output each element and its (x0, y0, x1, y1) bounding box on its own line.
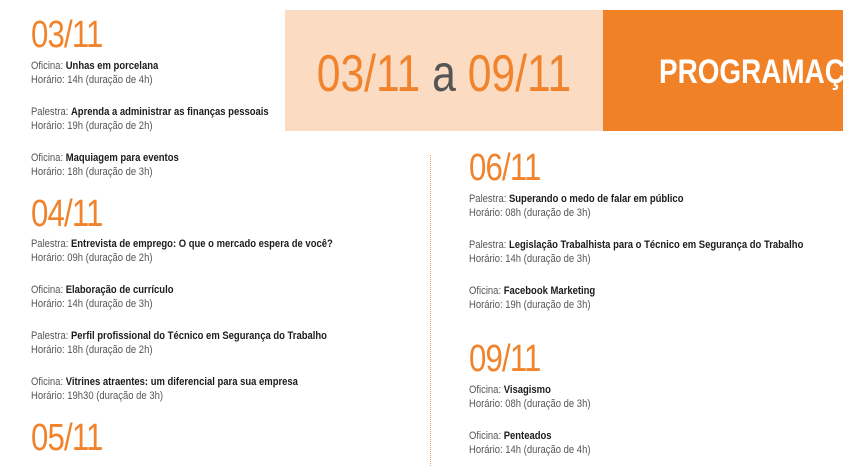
range-end: 09/11 (467, 45, 572, 103)
day-date: 06/11 (469, 147, 541, 189)
event-item: Oficina: Facebook Marketing Horário: 19h (duração de 3h) (469, 285, 596, 311)
day-date: 03/11 (31, 14, 103, 56)
range-separator: a (432, 45, 456, 103)
day-date: 05/11 (31, 417, 103, 459)
event-item: Palestra: Perfil profissional do Técnico em Segurança do Trabalho Horário: 18h (duração de 2h) (31, 330, 327, 356)
day-date: 09/11 (469, 338, 541, 380)
programacao-banner (603, 10, 865, 131)
column-divider (430, 155, 431, 466)
event-item: Oficina: Penteados Horário: 14h (duração de 4h) (469, 430, 591, 456)
event-item: Oficina: Vitrines atraentes: um diferencial para sua empresa Horário: 19h30 (duração de 3h) (31, 376, 298, 402)
event-item: Oficina: Unhas em porcelana Horário: 14h (duração de 4h) (31, 60, 159, 86)
programacao-title: PROGRAMAÇÃ (659, 53, 865, 91)
event-item: Palestra: Entrevista de emprego: O que o mercado espera de você? Horário: 09h (duração de 2h) (31, 238, 333, 264)
event-item: Oficina: Maquiagem para eventos Horário: 18h (duração de 3h) (31, 152, 179, 178)
range-start: 03/11 (316, 45, 421, 103)
event-item: Oficina: Visagismo Horário: 08h (duração de 3h) (469, 384, 591, 410)
day-date: 04/11 (31, 193, 103, 235)
event-item: Oficina: Elaboração de currículo Horário: 14h (duração de 3h) (31, 284, 174, 310)
event-item: Palestra: Legislação Trabalhista para o Técnico em Segurança do Trabalho Horário: 14h (duração de 3h) (469, 239, 804, 265)
date-range-banner (285, 10, 603, 131)
event-item: Palestra: Superando o medo de falar em público Horário: 08h (duração de 3h) (469, 193, 684, 219)
date-range (314, 45, 575, 103)
event-item: Palestra: Aprenda a administrar as finanças pessoais Horário: 19h (duração de 2h) (31, 106, 269, 132)
